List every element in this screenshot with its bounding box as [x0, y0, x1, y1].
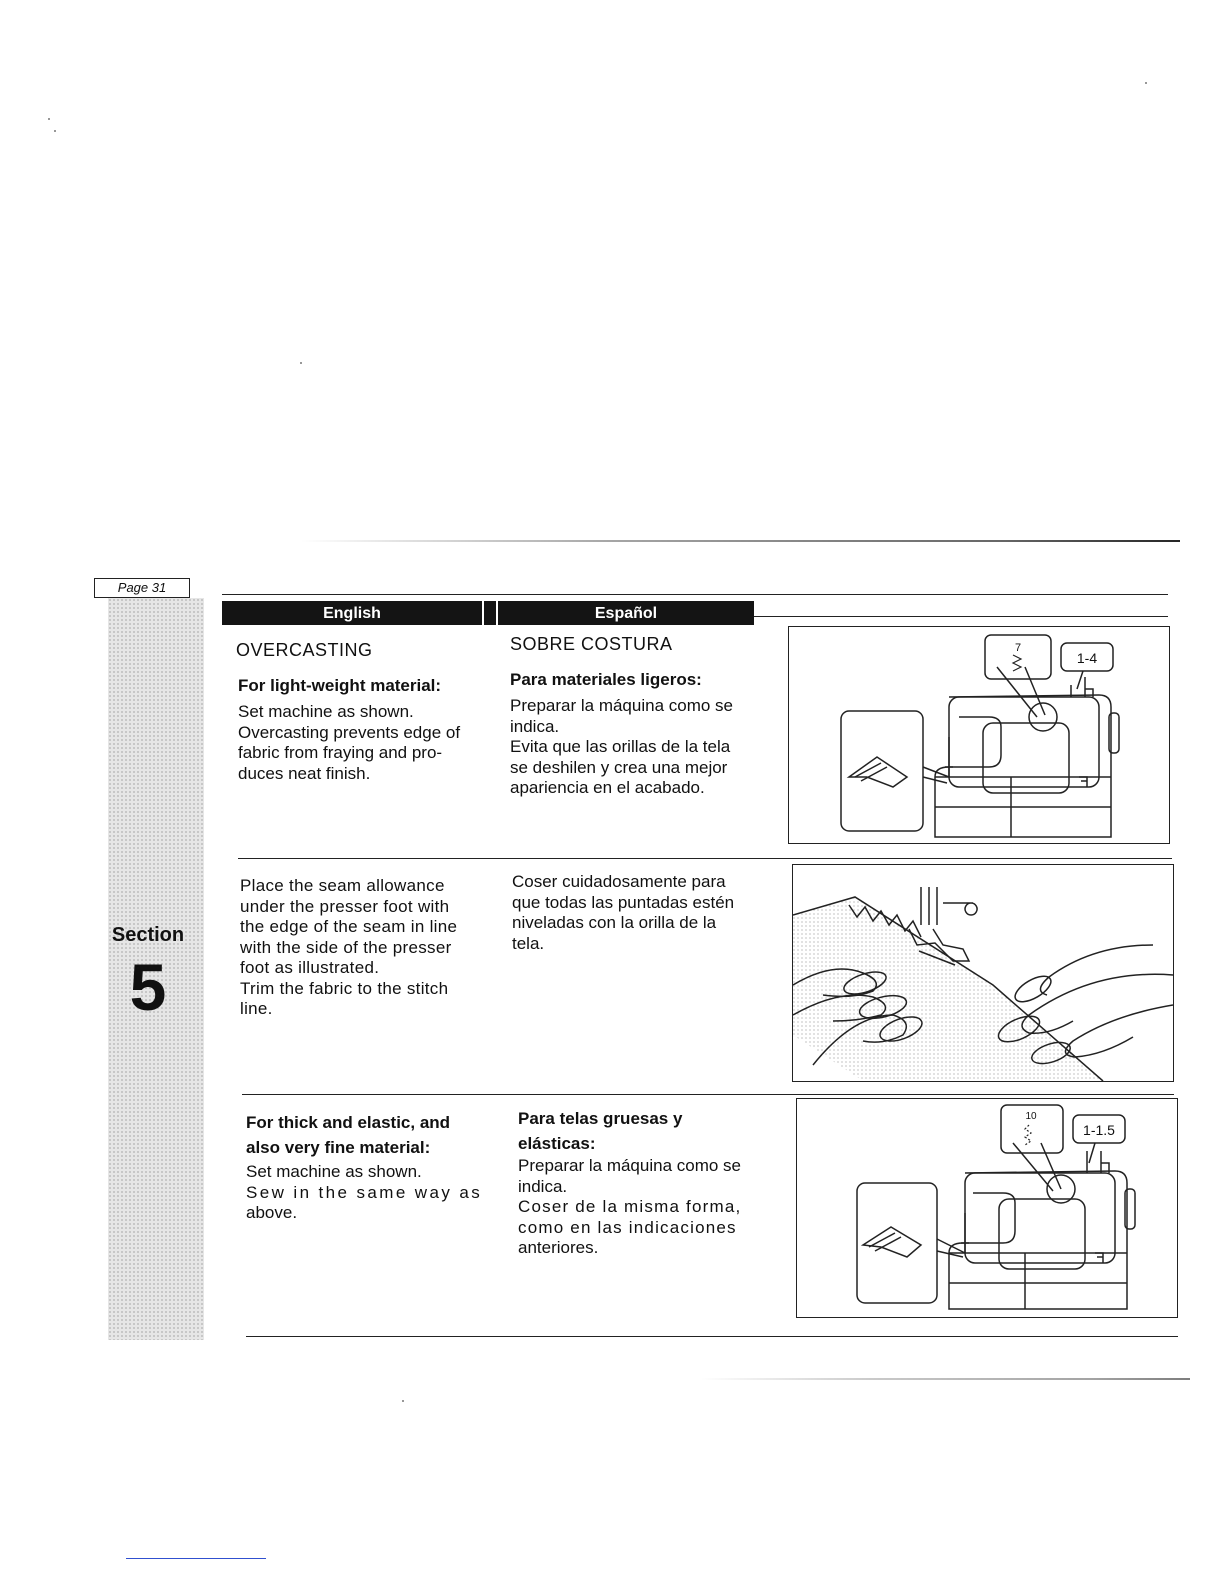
text-line: Set machine as shown.: [246, 1162, 422, 1181]
sewing-machine-illustration: [789, 627, 1169, 843]
section-label: Section: [111, 924, 185, 946]
spanish-subheading-thick: [518, 1106, 778, 1156]
text-line: fabric from fraying and pro-: [238, 743, 443, 762]
text-line: under the presser foot with: [240, 896, 450, 916]
machine-settings-figure-light: [788, 626, 1170, 844]
scan-artifact-line-top: [300, 540, 1180, 542]
text-line: tela.: [512, 933, 545, 953]
text-line: foot as illustrated.: [240, 958, 380, 977]
scan-speck: [48, 118, 50, 120]
column-divider-block: [484, 601, 496, 625]
text-line: Set machine as shown.: [238, 702, 414, 721]
scan-speck: [402, 1400, 404, 1402]
spanish-paragraph-thick: [518, 1156, 780, 1259]
text-line: Trim the fabric to the stitch: [240, 978, 449, 998]
text-line: the edge of the seam in line: [240, 917, 458, 936]
page-bottom-rule: [246, 1336, 1178, 1337]
english-section-heading: OVERCASTING: [236, 640, 373, 660]
scan-artifact-blue-line: [126, 1558, 266, 1559]
stitch-length-value: 1-1.5: [1083, 1122, 1115, 1138]
english-subheading-thick: [246, 1110, 506, 1160]
text-line: elásticas:: [518, 1134, 596, 1153]
english-subheading-light: For light-weight material:: [238, 676, 442, 695]
spanish-paragraph-seam: [512, 872, 774, 954]
text-line: For thick and elastic, and: [246, 1113, 451, 1132]
text-line: with the side of the presser: [240, 937, 452, 957]
text-line: que todas las puntadas estén: [512, 892, 735, 912]
stitch-length-value: 1-4: [1076, 650, 1098, 666]
text-line: duces neat finish.: [238, 763, 371, 783]
scan-speck: [54, 130, 56, 132]
seam-guiding-figure: [792, 864, 1174, 1082]
scan-speck: [300, 362, 302, 364]
text-line: Para telas gruesas y: [518, 1109, 683, 1128]
text-line: line.: [240, 999, 273, 1018]
scan-artifact-line-bottom: [700, 1378, 1190, 1380]
hands-fabric-illustration: [793, 865, 1173, 1081]
text-line: niveladas con la orilla de la: [512, 913, 717, 932]
stitch-width-value: 7: [1014, 642, 1022, 654]
text-line: se deshilen y crea una mejor: [510, 757, 728, 777]
sewing-machine-illustration: [797, 1099, 1177, 1317]
page-number-box: Page 31: [94, 578, 190, 598]
scan-speck: [1145, 82, 1147, 84]
block-divider-1: [238, 858, 1172, 859]
text-line: Overcasting prevents edge of: [238, 722, 461, 742]
text-line: Preparar la máquina como se: [518, 1156, 742, 1175]
spanish-subheading-light: Para materiales ligeros:: [510, 670, 702, 689]
header-top-rule: [222, 594, 1168, 595]
text-line: above.: [246, 1203, 298, 1222]
text-line: anteriores.: [518, 1238, 599, 1257]
text-line: indica.: [518, 1176, 568, 1196]
header-bottom-rule: [754, 616, 1168, 617]
text-line: como en las indicaciones: [518, 1217, 737, 1237]
text-line: Sew in the same way as: [246, 1182, 483, 1202]
section-number: 5: [129, 950, 167, 1024]
text-line: indica.: [510, 716, 560, 736]
english-paragraph-seam: [240, 876, 500, 1020]
text-line: Coser de la misma forma,: [518, 1197, 742, 1216]
text-line: apariencia en el acabado.: [510, 778, 705, 797]
spanish-section-heading: SOBRE COSTURA: [510, 634, 673, 654]
text-line: Evita que las orillas de la tela: [510, 737, 731, 756]
machine-settings-figure-thick: [796, 1098, 1178, 1318]
text-line: Place the seam allowance: [240, 876, 445, 895]
english-column-header: English: [222, 601, 482, 625]
block-divider-2: [242, 1094, 1174, 1095]
english-paragraph-thick: [246, 1162, 506, 1224]
english-paragraph-light: [238, 702, 490, 784]
spanish-column-header: Español: [498, 601, 754, 625]
text-line: Preparar la máquina como se: [510, 696, 734, 715]
spanish-paragraph-light: [510, 696, 772, 799]
text-line: also very fine material:: [246, 1138, 431, 1157]
stitch-width-value: 10: [1025, 1111, 1037, 1122]
text-line: Coser cuidadosamente para: [512, 872, 726, 891]
